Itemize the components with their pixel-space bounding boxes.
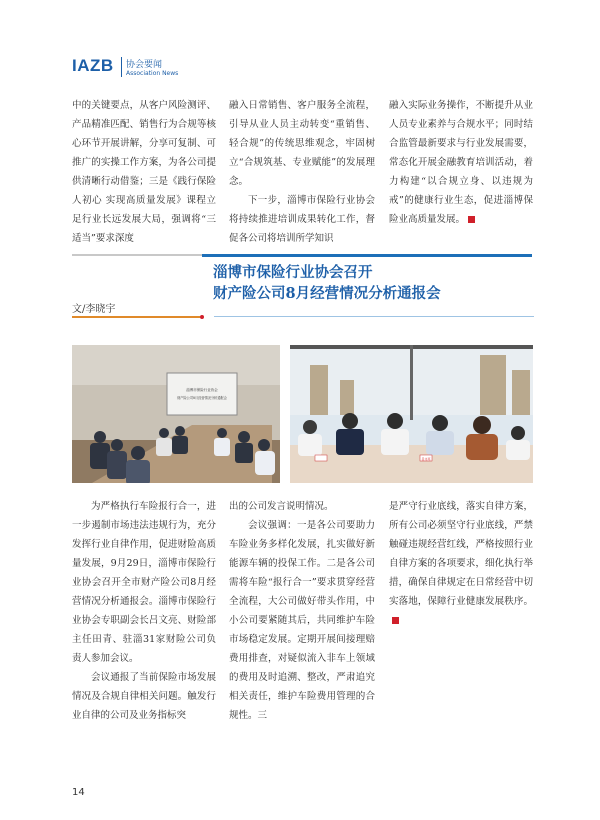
top-article-col-3	[389, 96, 533, 229]
paragraph: 为严格执行车险报行合一，进一步遏制市场违法违规行为，充分发挥行业自律作用，促进财险高质量发展，9月29日，淄博市保险行业协会召开全市财产险公司8月经营情况分析通报会。淄博市保险行业协会专职副会长吕文亮、财险部主任田青、驻淄31家财险公司负责人参加会议。	[72, 501, 216, 664]
section-subtitle: Association News	[126, 70, 179, 77]
end-mark-icon	[468, 216, 475, 223]
page-number: 14	[72, 787, 85, 798]
article-col-3	[389, 497, 533, 630]
top-article-col-2	[229, 96, 375, 248]
meeting-photo-right	[290, 345, 533, 483]
title-underline	[214, 316, 534, 317]
paragraph: 融入实际业务操作，不断提升从业人员专业素养与合规水平；同时结合监管最新要求与行业发展需要，常态化开展金融教育培训活动，着力构建“以合规立身、以违规为戒”的健康行业生态，促进淄博保险业高质量发展。	[389, 100, 533, 225]
header-separator	[121, 57, 122, 77]
end-mark-icon	[392, 617, 399, 624]
paragraph: 下一步，淄博市保险行业协会将持续推进培训成果转化工作，督促各公司将培训所学知识	[229, 195, 375, 244]
magazine-logo: IAZB	[72, 56, 114, 75]
article-col-2	[229, 497, 375, 725]
paragraph: 会议强调：一是各公司要助力车险业务多样化发展，扎实做好新能源车辆的投保工作。二是各公司需将车险“报行合一”要求贯穿经营全流程，大公司做好带头作用，中小公司要紧随其后，共同维护车险市场稳定发展。定期开展间接理赔费用排查，对疑似流入非车上领域的费用及时追溯、整改，严肃追究相关责任，维护车险费用管理的合规性。三	[229, 520, 375, 721]
section-title: 协会要闻	[126, 60, 163, 70]
section-divider	[72, 254, 202, 256]
meeting-photo-left	[72, 345, 280, 483]
screen-subtitle: 财产险公司8月经营情况分析通报会	[177, 396, 227, 400]
name-placard: 吕文亮	[421, 457, 431, 461]
article-col-1	[72, 497, 216, 725]
author-underline	[72, 316, 200, 318]
paragraph: 融入日常销售、客户服务全流程，引导从业人员主动转变“重销售、轻合规”的传统思维观念，牢固树立“合规筑基、专业赋能”的发展理念。	[229, 100, 375, 187]
article-title: 淄博市保险行业协会召开 财产险公司8月经营情况分析通报会	[213, 264, 441, 302]
screen-title: 淄博市保险行业协会	[186, 388, 218, 392]
top-article-col-1	[72, 96, 216, 248]
author-byline: 文/李晓宇	[72, 304, 116, 315]
paragraph: 中的关键要点，从客户风险测评、产品精准匹配、销售行为合规等核心环节开展讲解，分享可复制、可推广的实操工作方案，为各公司提供清晰行动借鉴；三是《践行保险人初心 实现高质量发展》课程立足行业长远发展大局，强调将“三适当”要求深度	[72, 100, 216, 244]
decorative-dot	[200, 315, 204, 319]
paragraph: 出的公司发言说明情况。	[229, 501, 334, 512]
paragraph: 会议通报了当前保险市场发展情况及合规自律相关问题。触发行业自律的公司及业务指标突	[72, 672, 216, 721]
paragraph: 是严守行业底线，落实自律方案，所有公司必须坚守行业底线，严禁触碰违规经营红线，严格按照行业自律方案的各项要求，细化执行举措，确保自律规定在日常经营中切实落地，保障行业健康发展秩序。	[389, 497, 533, 630]
title-bar	[202, 254, 532, 257]
